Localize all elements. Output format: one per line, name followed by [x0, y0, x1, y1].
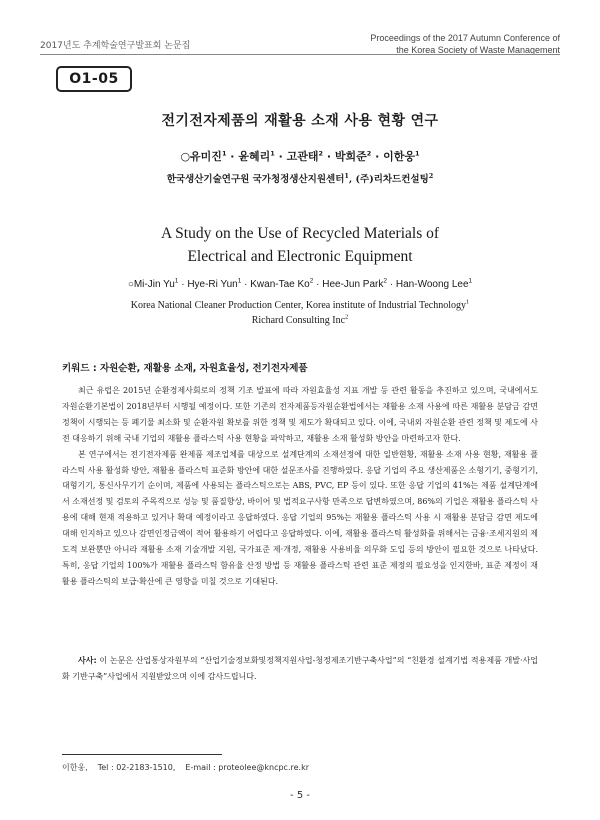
body-paragraph-1: 최근 유럽은 2015년 순환경제사회로의 정책 기조 발표에 따라 자원효율성 지표 개발 등 관련 활동을 추진하고 있으며, 국내에서도 자원순환기본법이 2018년부터 시행될 예정이다. 또한 기존의 전자제품등자원순환법에서는 재활용 소재 사용에 따른 재활용 분담금 감면 정책이 시행되는 등 폐기물 최소화 및 순환자원 확보를 위한 정책 및 제도가 확대되고 있다. 이에, 국내외 자원순환 관련 정책 및 제도에 사전 대응하기 위해 국내 기업의 재활용 플라스틱 사용 현황을 파악하고, 재활용 소재 활성화 방안을 마련하고자 한다.: [62, 386, 538, 443]
running-header-left: 2017년도 추계학술연구발표회 논문집: [40, 41, 191, 51]
author-en: ○Mi-Jin $Yu^1$ ·: [127, 277, 188, 290]
title-korean: 전기전자제품의 재활용 소재 사용 현황 연구: [161, 113, 439, 129]
title-english-line1: A Study on the Use of Recycled Materials of: [160, 225, 440, 242]
keywords: 키워드 : 자원순환, 재활용 소재, 자원효율성, 전기전자제품: [62, 363, 308, 374]
page-number: - 5 -: [290, 790, 310, 801]
acknowledgement-label: 사사:: [78, 656, 97, 665]
running-header-right-line2: the Korea Society of Waste Management: [396, 45, 560, 55]
running-header-right-line1: Proceedings of the 2017 Autumn Conference of: [370, 33, 560, 43]
paper-code-badge: O1-05: [56, 66, 132, 92]
authors-english: [40, 279, 560, 290]
body-paragraph-2: 본 연구에서는 전기전자제품 완제품 제조업체를 대상으로 설계단계의 소재선정에 대한 일반현황, 재활용 소재 사용 현황, 재활용 플라스틱 사용 활성화 방안, 재활용 플라스틱 표준화 방안에 대한 설문조사를 진행하였다. 응답 기업의 주요 생산제품은 소형기기, 중형기기, 대형기기, 통신사무기기 순이며, 제품에 사용되는 플라스틱으로는 ABS, PVC, EP 등이 있다. 또한 응답 기업의 41%는 제품 설계단계에서 소재선정 및 검토의 주목적으로 성능 및 품질향상, 바이어 및 법적요구사항 만족으로 답변하였으며, 86%의 기업은 재활용 플라스틱 사용에 대해 현재 적용하고 있거나 확대 예정이라고 응답하였다. 응답 기업의 95%는 재활용 플라스틱 사용 시 재활용 분담금 감면 제도에 대해 인지하고 있으나 감면인정금액이 적어 활용하기 어렵다고 응답하였다. 이에, 재활용 플라스틱 활성화를 위해서는 금융·조세지원의 제도적 보완뿐만 아니라 재활용 소재 기술개발 지원, 국가표준 제·개정, 재활용 사용비율 의무화 도입 등의 방안이 필요한 것으로 나타났다. 특히, 응답 기업의 100%가 재활용 플라스틱 함유율 산정 방법 등 재활용 플라스틱 관련 표준 제정의 필요성을 인지한바, 표준 제정이 재활용 플라스틱의 보급·확산에 큰 영향을 미칠 것으로 기대된다.: [62, 449, 538, 586]
header-divider: [40, 54, 560, 55]
affiliation-korean: 한국생산기술연구원 국가청정생산지원센터$^1$, (주)리차드컨설팅$^2$: [166, 171, 434, 185]
acknowledgement-text: 이 논문은 산업통상자원부의 “산업기술정보화및정책지원사업-청정제조기반구축사업”의 “친환경 설계기법 적용제품 개발·사업화 기반구축”사업에서 지원받았으며 이에 감사드립니다.: [62, 656, 538, 681]
author-ko: 박희준$^2$ ·: [334, 149, 384, 163]
acknowledgement: [62, 653, 538, 685]
authors-korean: [40, 148, 560, 164]
author-en: Kwan-Tae $Ko^2$ ·: [250, 277, 323, 290]
footnote-tel: Tel : 02-2183-1510,: [97, 763, 176, 772]
author-ko: ○유미진$^1$ ·: [180, 149, 239, 163]
title-english: [40, 222, 560, 268]
affiliation-english-line2: Richard Consulting Inc$^2$: [251, 313, 349, 326]
author-en: Han-Woong Lee$^1$: [395, 277, 473, 290]
affiliation-english-line1: Korea National Cleaner Production Center, Korea institute of Industrial Technology$^1$: [130, 298, 470, 311]
corresponding-author-footnote: [62, 762, 309, 773]
affiliation-english: [40, 298, 560, 328]
running-header-right: [370, 32, 560, 56]
author-ko: 이한웅$^1$: [383, 149, 420, 163]
title-english-line2: Electrical and Electronic Equipment: [187, 248, 413, 265]
author-ko: 고관태$^2$ ·: [286, 149, 335, 163]
author-ko: 윤혜리$^1$ ·: [238, 149, 287, 163]
author-en: Hye-Ri Yun$^1$ ·: [187, 277, 251, 290]
footnote-divider: [62, 754, 222, 755]
footnote-name: 이한웅,: [62, 763, 88, 772]
footnote-email: E-mail : proteolee@kncpc.re.kr: [185, 763, 309, 772]
author-en: Hee-Jun Park$^2$ ·: [322, 277, 396, 290]
abstract-body: [62, 383, 538, 590]
